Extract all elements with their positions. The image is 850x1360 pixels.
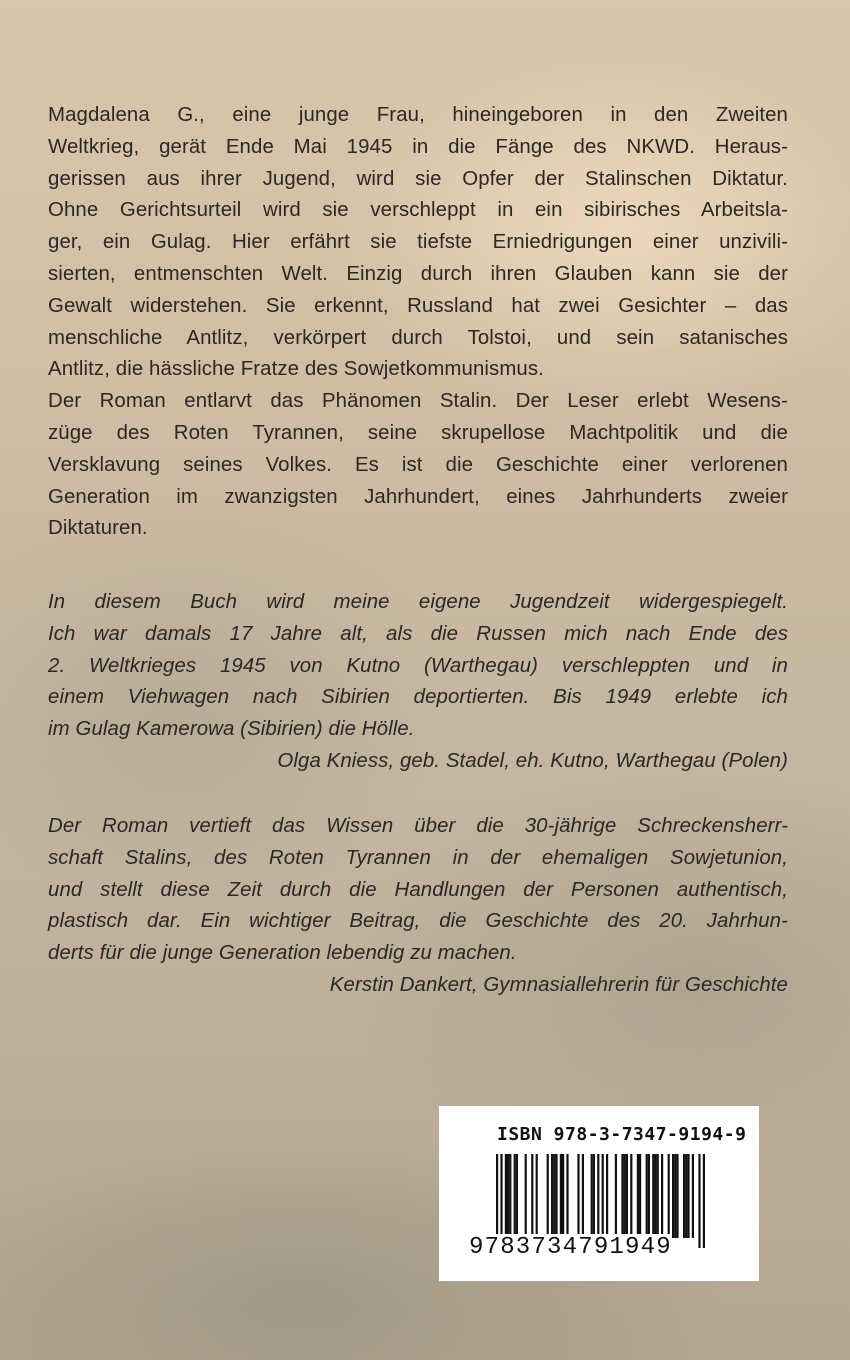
barcode-bar <box>560 1154 562 1238</box>
text-line: gerissen aus ihrer Jugend, wird sie Opfer der Stalinschen Diktatur. <box>48 167 788 190</box>
barcode-bar <box>685 1154 687 1238</box>
barcode-bar <box>668 1154 670 1238</box>
barcode-bar <box>591 1154 593 1238</box>
barcode-bar <box>648 1154 650 1238</box>
barcode-bar <box>637 1154 639 1238</box>
quote-2-attribution: Kerstin Dankert, Gymnasiallehrerin für Geschichte <box>329 973 788 996</box>
text-line: und stellt diese Zeit durch die Handlungen der Personen authentisch, <box>48 878 788 901</box>
barcode-bar <box>516 1154 518 1238</box>
barcode-bar <box>672 1154 674 1238</box>
barcode-bar <box>661 1154 663 1238</box>
text-line: züge des Roten Tyrannen, seine skrupellose Machtpolitik und die <box>48 421 788 444</box>
quote-1-attribution: Olga Kniess, geb. Stadel, eh. Kutno, Warthegau (Polen) <box>277 749 788 772</box>
barcode-bar <box>676 1154 678 1238</box>
book-blurb <box>48 100 788 545</box>
barcode-digits: 9783734791949 <box>469 1234 672 1261</box>
text-line: Antlitz, die hässliche Fratze des Sowjetkommunismus. <box>48 358 544 381</box>
barcode-bar <box>553 1154 555 1238</box>
text-line: Versklavung seines Volkes. Es ist die Geschichte einer verlorenen <box>48 453 788 476</box>
barcode-bar <box>562 1154 564 1238</box>
barcode-bar <box>593 1154 595 1238</box>
barcode-bar <box>687 1154 689 1238</box>
text-line: Diktaturen. <box>48 517 148 540</box>
text-line: plastisch dar. Ein wichtiger Beitrag, die Geschichte des 20. Jahrhun- <box>48 910 788 933</box>
barcode-bar <box>577 1154 579 1238</box>
barcode-bar <box>621 1154 623 1238</box>
text-line: ger, ein Gulag. Hier erfährt sie tiefste Erniedrigungen einer unzivili- <box>48 231 788 254</box>
barcode-bar <box>525 1154 527 1238</box>
quote-2-text <box>48 811 788 970</box>
barcode-bar <box>639 1154 641 1238</box>
barcode-bar <box>692 1154 694 1238</box>
text-line: Magdalena G., eine junge Frau, hineingeboren in den Zweiten <box>48 104 788 126</box>
isbn-barcode-box <box>439 1106 759 1281</box>
barcode-bar <box>514 1154 516 1238</box>
barcode-bar <box>646 1154 648 1238</box>
text-line: 2. Weltkrieges 1945 von Kutno (Warthegau) verschleppten und in <box>48 654 788 677</box>
barcode-bar <box>683 1154 685 1238</box>
text-line: einem Viehwagen nach Sibirien deportierten. Bis 1949 erlebte ich <box>48 686 788 709</box>
barcode-bar <box>531 1154 533 1238</box>
text-line: Generation im zwanzigsten Jahrhundert, eines Jahrhunderts zweier <box>48 485 788 508</box>
barcode-bar <box>547 1154 549 1238</box>
text-line: Ohne Gerichtsurteil wird sie verschleppt in ein sibirisches Arbeitsla- <box>48 199 788 222</box>
barcode-bar <box>507 1154 509 1238</box>
barcode-bar <box>536 1154 538 1238</box>
barcode-bar <box>505 1154 507 1238</box>
text-line: sierten, entmenschten Welt. Einzig durch ihren Glauben kann sie der <box>48 262 788 285</box>
barcode-bar <box>654 1154 656 1238</box>
quote-1-text <box>48 587 788 746</box>
text-line: Ich war damals 17 Jahre alt, als die Russen mich nach Ende des <box>48 622 788 645</box>
text-line: Weltkrieg, gerät Ende Mai 1945 in die Fänge des NKWD. Heraus- <box>48 135 788 158</box>
barcode-bar <box>626 1154 628 1238</box>
text-line: Gewalt widerstehen. Sie erkennt, Russland hat zwei Gesichter – das <box>48 294 788 317</box>
barcode-bar <box>509 1154 511 1238</box>
text-line: Der Roman entlarvt das Phänomen Stalin. Der Leser erlebt Wesens- <box>48 390 788 413</box>
isbn-label: ISBN 978-3-7347-9194-9 <box>497 1124 747 1145</box>
text-line: im Gulag Kamerowa (Sibirien) die Hölle. <box>48 718 415 741</box>
barcode-bar <box>582 1154 584 1238</box>
text-line: menschliche Antlitz, verkörpert durch Tolstoi, und sein satanisches <box>48 326 788 349</box>
barcode-bar <box>630 1154 632 1238</box>
barcode-bar <box>652 1154 654 1238</box>
barcode-bar <box>606 1154 608 1238</box>
barcode-bar <box>624 1154 626 1238</box>
barcode-bar <box>674 1154 676 1238</box>
testimonial-quote-2 <box>48 811 788 1002</box>
text-line: derts für die junge Generation lebendig zu machen. <box>48 942 517 965</box>
text-line: Der Roman vertieft das Wissen über die 30-jährige Schreckensherr- <box>48 815 788 837</box>
barcode-bar <box>555 1154 557 1238</box>
barcode-bar <box>615 1154 617 1238</box>
testimonial-quote-1 <box>48 587 788 778</box>
barcode-bar <box>657 1154 659 1238</box>
text-line: In diesem Buch wird meine eigene Jugendzeit widergespiegelt. <box>48 591 788 613</box>
barcode-bar <box>566 1154 568 1238</box>
text-line: schaft Stalins, des Roten Tyrannen in der ehemaligen Sowjetunion, <box>48 846 788 869</box>
barcode-bar <box>551 1154 553 1238</box>
